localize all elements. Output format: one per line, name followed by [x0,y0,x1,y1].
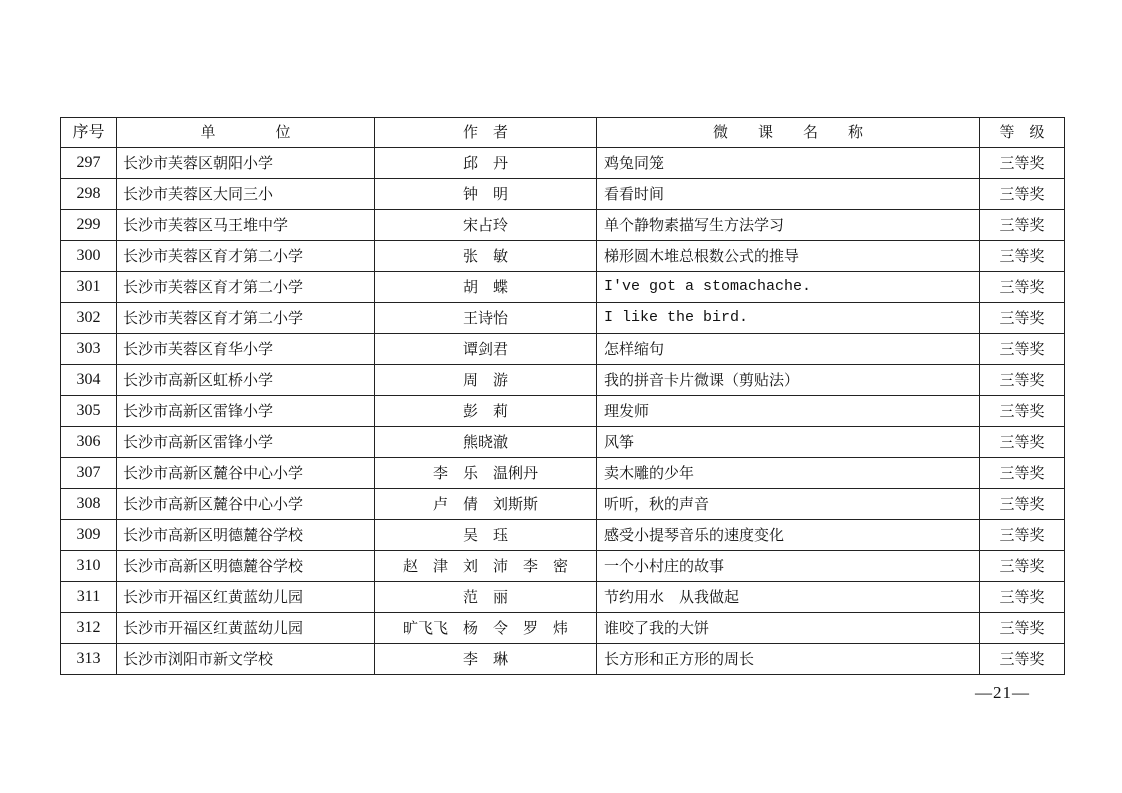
cell-title: 看看时间 [597,179,980,210]
cell-no: 312 [61,613,117,644]
cell-author: 卢 倩 刘斯斯 [375,489,597,520]
cell-unit: 长沙市开福区红黄蓝幼儿园 [117,613,375,644]
cell-author: 邱 丹 [375,148,597,179]
cell-level: 三等奖 [980,272,1065,303]
cell-unit: 长沙市高新区雷锋小学 [117,427,375,458]
table-row [61,210,1065,241]
cell-level: 三等奖 [980,396,1065,427]
table-row [61,148,1065,179]
cell-level: 三等奖 [980,644,1065,675]
table-row [61,365,1065,396]
cell-no: 302 [61,303,117,334]
cell-unit: 长沙市芙蓉区朝阳小学 [117,148,375,179]
cell-title: 节约用水 从我做起 [597,582,980,613]
cell-author: 胡 蝶 [375,272,597,303]
cell-level: 三等奖 [980,520,1065,551]
cell-unit: 长沙市高新区虹桥小学 [117,365,375,396]
cell-author: 范 丽 [375,582,597,613]
cell-level: 三等奖 [980,613,1065,644]
cell-no: 311 [61,582,117,613]
cell-author: 钟 明 [375,179,597,210]
cell-level: 三等奖 [980,148,1065,179]
cell-author: 旷飞飞 杨 令 罗 炜 [375,613,597,644]
cell-author: 王诗怡 [375,303,597,334]
cell-title: 谁咬了我的大饼 [597,613,980,644]
cell-unit: 长沙市开福区红黄蓝幼儿园 [117,582,375,613]
cell-level: 三等奖 [980,427,1065,458]
cell-title: I like the bird. [597,303,980,334]
cell-no: 303 [61,334,117,365]
cell-title: 理发师 [597,396,980,427]
table-row [61,179,1065,210]
cell-no: 300 [61,241,117,272]
cell-level: 三等奖 [980,334,1065,365]
cell-no: 308 [61,489,117,520]
cell-unit: 长沙市高新区麓谷中心小学 [117,489,375,520]
cell-level: 三等奖 [980,241,1065,272]
cell-no: 301 [61,272,117,303]
cell-unit: 长沙市浏阳市新文学校 [117,644,375,675]
cell-author: 周 游 [375,365,597,396]
cell-unit: 长沙市芙蓉区育才第二小学 [117,272,375,303]
table-row [61,303,1065,334]
table-body [61,148,1065,675]
cell-author: 张 敏 [375,241,597,272]
cell-author: 李 琳 [375,644,597,675]
cell-no: 297 [61,148,117,179]
cell-unit: 长沙市芙蓉区大同三小 [117,179,375,210]
cell-no: 299 [61,210,117,241]
cell-title: 听听，秋的声音 [597,489,980,520]
table-row [61,551,1065,582]
cell-level: 三等奖 [980,179,1065,210]
cell-title: I've got a stomachache. [597,272,980,303]
table-row [61,396,1065,427]
cell-no: 306 [61,427,117,458]
table-row [61,272,1065,303]
cell-no: 304 [61,365,117,396]
header-level: 等 级 [980,118,1065,148]
cell-unit: 长沙市高新区明德麓谷学校 [117,551,375,582]
table-row [61,644,1065,675]
cell-title: 卖木雕的少年 [597,458,980,489]
cell-no: 313 [61,644,117,675]
cell-unit: 长沙市高新区明德麓谷学校 [117,520,375,551]
cell-unit: 长沙市芙蓉区育华小学 [117,334,375,365]
cell-no: 309 [61,520,117,551]
cell-author: 李 乐 温俐丹 [375,458,597,489]
cell-level: 三等奖 [980,458,1065,489]
page-number: —21— [975,683,1030,702]
table-row [61,427,1065,458]
cell-level: 三等奖 [980,210,1065,241]
cell-title: 鸡兔同笼 [597,148,980,179]
cell-no: 310 [61,551,117,582]
cell-no: 305 [61,396,117,427]
cell-level: 三等奖 [980,489,1065,520]
table-row [61,334,1065,365]
cell-title: 怎样缩句 [597,334,980,365]
table-row [61,241,1065,272]
header-row [61,118,1065,148]
cell-unit: 长沙市芙蓉区育才第二小学 [117,303,375,334]
cell-unit: 长沙市芙蓉区育才第二小学 [117,241,375,272]
header-author: 作 者 [375,118,597,148]
cell-level: 三等奖 [980,365,1065,396]
cell-title: 一个小村庄的故事 [597,551,980,582]
cell-unit: 长沙市高新区麓谷中心小学 [117,458,375,489]
cell-author: 赵 津 刘 沛 李 密 [375,551,597,582]
cell-title: 我的拼音卡片微课（剪贴法） [597,365,980,396]
table-row [61,489,1065,520]
cell-title: 单个静物素描写生方法学习 [597,210,980,241]
cell-title: 感受小提琴音乐的速度变化 [597,520,980,551]
awards-table [60,117,1065,675]
cell-author: 宋占玲 [375,210,597,241]
cell-level: 三等奖 [980,303,1065,334]
cell-no: 307 [61,458,117,489]
table-row [61,520,1065,551]
cell-author: 彭 莉 [375,396,597,427]
header-unit: 单 位 [117,118,375,148]
cell-title: 长方形和正方形的周长 [597,644,980,675]
cell-unit: 长沙市高新区雷锋小学 [117,396,375,427]
cell-unit: 长沙市芙蓉区马王堆中学 [117,210,375,241]
cell-author: 熊晓澈 [375,427,597,458]
header-no: 序号 [61,118,117,148]
cell-level: 三等奖 [980,582,1065,613]
cell-title: 风筝 [597,427,980,458]
table-row [61,613,1065,644]
cell-no: 298 [61,179,117,210]
table-header [61,118,1065,148]
cell-author: 吴 珏 [375,520,597,551]
table-row [61,582,1065,613]
cell-title: 梯形圆木堆总根数公式的推导 [597,241,980,272]
cell-author: 谭剑君 [375,334,597,365]
cell-level: 三等奖 [980,551,1065,582]
header-title: 微 课 名 称 [597,118,980,148]
table-row [61,458,1065,489]
